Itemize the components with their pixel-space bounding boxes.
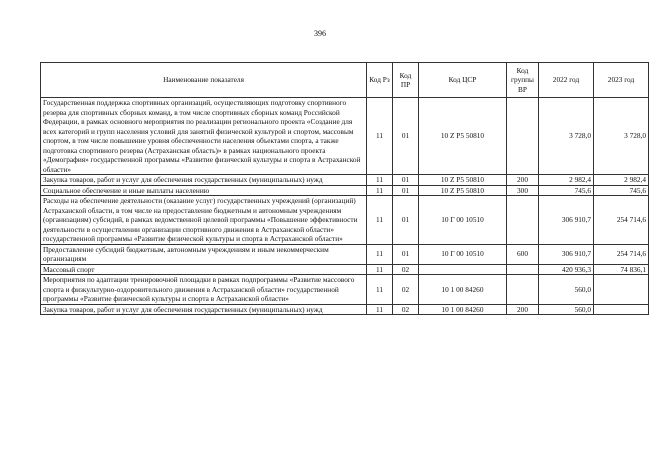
cell-rz: 11 <box>367 275 393 305</box>
cell-2023: 3 728,0 <box>594 98 649 175</box>
cell-2023: 254 714,6 <box>594 244 649 264</box>
cell-pr: 02 <box>393 304 419 315</box>
table-row <box>41 264 649 275</box>
cell-csr: 10 1 00 84260 <box>419 275 507 305</box>
cell-name: Закупка товаров, работ и услуг для обеспечения государственных (муниципальных) нужд <box>41 304 367 315</box>
cell-2023 <box>594 304 649 315</box>
cell-csr: 10 Z P5 50810 <box>419 175 507 186</box>
cell-pr: 01 <box>393 196 419 245</box>
header-row <box>41 63 649 98</box>
cell-2022: 560,0 <box>539 275 594 305</box>
cell-rz: 11 <box>367 175 393 186</box>
cell-pr: 01 <box>393 175 419 186</box>
cell-csr: 10 1 00 84260 <box>419 304 507 315</box>
cell-2022: 306 910,7 <box>539 196 594 245</box>
column-header-vr: Код группы ВР <box>507 63 539 98</box>
table-row <box>41 98 649 175</box>
cell-rz: 11 <box>367 264 393 275</box>
column-header-name: Наименование показателя <box>41 63 367 98</box>
cell-vr: 200 <box>507 175 539 186</box>
cell-rz: 11 <box>367 185 393 196</box>
cell-csr: 10 Г 00 10510 <box>419 244 507 264</box>
cell-csr: 10 Z P5 50810 <box>419 185 507 196</box>
budget-table <box>40 62 649 315</box>
cell-rz: 11 <box>367 196 393 245</box>
table-row <box>41 304 649 315</box>
cell-name: Расходы на обеспечение деятельности (оказание услуг) государственных учреждений (организаций) Астраханской области, в том числе на предоставление бюджетным и автономным учреждениям (организациям) субсидий, в рамках ведомственной целевой программы «Повышение эффективности деятельности в осуществлении организации спортивного движения в Астраханской области» государственной программы «Развитие физической культуры и спорта в Астраханской области» <box>41 196 367 245</box>
table-row <box>41 185 649 196</box>
cell-2023 <box>594 275 649 305</box>
cell-csr <box>419 264 507 275</box>
cell-pr: 01 <box>393 185 419 196</box>
table-row <box>41 244 649 264</box>
cell-2023: 745,6 <box>594 185 649 196</box>
cell-name: Массовый спорт <box>41 264 367 275</box>
table-row <box>41 175 649 186</box>
column-header-rz: Код Рз <box>367 63 393 98</box>
cell-vr <box>507 196 539 245</box>
cell-vr: 600 <box>507 244 539 264</box>
cell-vr: 300 <box>507 185 539 196</box>
cell-2023: 254 714,6 <box>594 196 649 245</box>
cell-2022: 3 728,0 <box>539 98 594 175</box>
cell-2022: 306 910,7 <box>539 244 594 264</box>
cell-vr: 200 <box>507 304 539 315</box>
cell-csr: 10 Z P5 50810 <box>419 98 507 175</box>
cell-vr <box>507 98 539 175</box>
column-header-2022: 2022 год <box>539 63 594 98</box>
cell-csr: 10 Г 00 10510 <box>419 196 507 245</box>
column-header-pr: Код ПР <box>393 63 419 98</box>
cell-vr <box>507 275 539 305</box>
cell-name: Социальное обеспечение и иные выплаты населению <box>41 185 367 196</box>
column-header-csr: Код ЦСР <box>419 63 507 98</box>
cell-2022: 2 982,4 <box>539 175 594 186</box>
cell-2023: 74 836,1 <box>594 264 649 275</box>
cell-2022: 745,6 <box>539 185 594 196</box>
cell-vr <box>507 264 539 275</box>
page-number: 396 <box>314 29 326 38</box>
cell-rz: 11 <box>367 304 393 315</box>
cell-rz: 11 <box>367 244 393 264</box>
column-header-2023: 2023 год <box>594 63 649 98</box>
table-row <box>41 196 649 245</box>
cell-2022: 560,0 <box>539 304 594 315</box>
cell-pr: 02 <box>393 264 419 275</box>
cell-name: Мероприятия по адаптации тренировочной площадки в рамках подпрограммы «Развитие массового спорта и физкультурно-оздоровительного движения в Астраханской области» государственной программы «Развитие физической культуры и спорта в Астраханской области» <box>41 275 367 305</box>
table-row <box>41 275 649 305</box>
cell-name: Закупка товаров, работ и услуг для обеспечения государственных (муниципальных) нужд <box>41 175 367 186</box>
cell-name: Предоставление субсидий бюджетным, автономным учреждениям и иным некоммерческим организациям <box>41 244 367 264</box>
cell-pr: 02 <box>393 275 419 305</box>
cell-2022: 420 936,3 <box>539 264 594 275</box>
cell-pr: 01 <box>393 98 419 175</box>
cell-rz: 11 <box>367 98 393 175</box>
cell-pr: 01 <box>393 244 419 264</box>
cell-2023: 2 982,4 <box>594 175 649 186</box>
cell-name: Государственная поддержка спортивных организаций, осуществляющих подготовку спортивного резерва для спортивных сборных команд, в том числе спортивных сборных команд Российской Федерации, в рамках основного мероприятия по реализации регионального проекта «Создание для всех категорий и групп населения условий для занятий физической культурой и спортом, массовым спортом, в том числе повышение уровня обеспеченности населения объектами спорта, а также подготовка спортивного резерва (Астраханская область)» в рамках национального проекта «Демография» государственной программы «Развитие физической культуры и спорта в Астраханской области» <box>41 98 367 175</box>
